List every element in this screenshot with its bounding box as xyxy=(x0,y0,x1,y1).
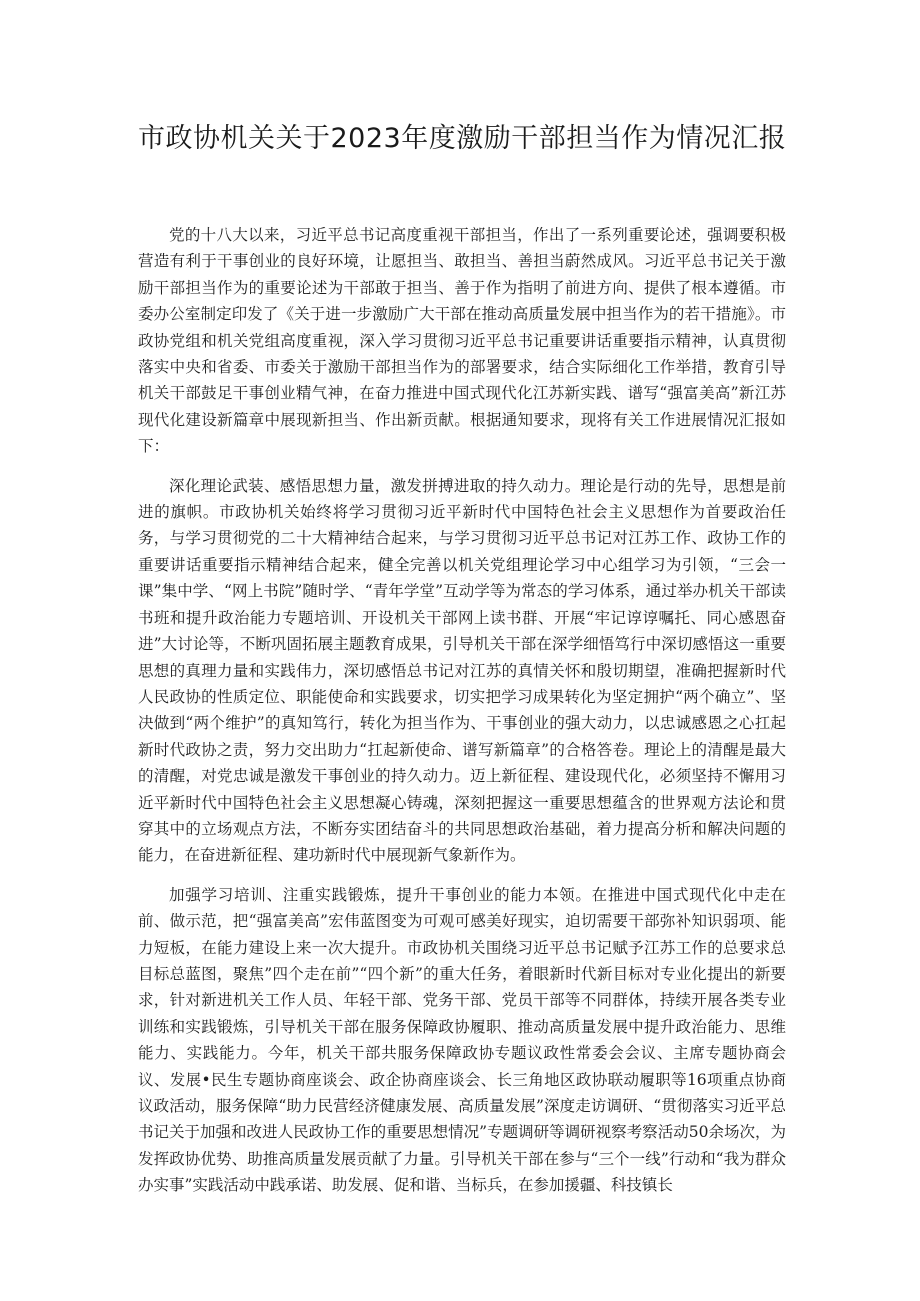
paragraph-theory-study: 深化理论武装、感悟思想力量，激发拼搏进取的持久动力。理论是行动的先导，思想是前进的旗帜。市政协机关始终将学习贯彻习近平新时代中国特色社会主义思想作为首要政治任务，与学习贯彻党的二十大精神结合起来，与学习贯彻习近平总书记对江苏工作、政协工作的重要讲话重要指示精神结合起来，健全完善以机关党组理论学习中心组学习为引领，“三会一课”集中学、“网上书院”随时学、“青年学堂”互动学等为常态的学习体系，通过举办机关干部读书班和提升政治能力专题培训、开设机关干部网上读书群、开展“牢记谆谆嘱托、同心感恩奋进”大讨论等，不断巩固拓展主题教育成果，引导机关干部在深学细悟笃行中深切感悟这一重要思想的真理力量和实践伟力，深切感悟总书记对江苏的真情关怀和殷切期望，准确把握新时代人民政协的性质定位、职能使命和实践要求，切实把学习成果转化为坚定拥护“两个确立”、坚决做到“两个维护”的真知笃行，转化为担当作为、干事创业的强大动力，以忠诚感恩之心扛起新时代政协之责，努力交出助力“扛起新使命、谱写新篇章”的合格答卷。理论上的清醒是最大的清醒，对党忠诚是激发干事创业的持久动力。迈上新征程、建设现代化，必须坚持不懈用习近平新时代中国特色社会主义思想凝心铸魂，深刻把握这一重要思想蕴含的世界观方法论和贯穿其中的立场观点方法，不断夯实团结奋斗的共同思想政治基础，着力提高分析和解决问题的能力，在奋进新征程、建功新时代中展现新气象新作为。 xyxy=(138,476,786,865)
document-body xyxy=(138,222,786,1212)
paragraph-intro: 党的十八大以来，习近平总书记高度重视干部担当，作出了一系列重要论述，强调要积极营造有利于干事创业的良好环境，让愿担当、敢担当、善担当蔚然成风。习近平总书记关于激励干部担当作为的重要论述为干部敢于担当、善于作为指明了前进方向、提供了根本遵循。市委办公室制定印发了《关于进一步激励广大干部在推动高质量发展中担当作为的若干措施》。市政协党组和机关党组高度重视，深入学习贯彻习近平总书记重要讲话重要指示精神，认真贯彻落实中央和省委、市委关于激励干部担当作为的部署要求，结合实际细化工作举措，教育引导机关干部鼓足干事创业精气神，在奋力推进中国式现代化江苏新实践、谱写“强富美高”新江苏现代化建设新篇章中展现新担当、作出新贡献。根据通知要求，现将有关工作进展情况汇报如下： xyxy=(138,226,786,456)
paragraph-training-practice: 加强学习培训、注重实践锻炼，提升干事创业的能力本领。在推进中国式现代化中走在前、做示范，把“强富美高”宏伟蓝图变为可观可感美好现实，迫切需要干部弥补知识弱项、能力短板，在能力建设上来一次大提升。市政协机关围绕习近平总书记赋予江苏工作的总要求总目标总蓝图，聚焦”四个走在前”“四个新”的重大任务，着眼新时代新目标对专业化提出的新要求，针对新进机关工作人员、年轻干部、党务干部、党员干部等不同群体，持续开展各类专业训练和实践锻炼，引导机关干部在服务保障政协履职、推动高质量发展中提升政治能力、思维能力、实践能力。今年，机关干部共服务保障政协专题议政性常委会会议、主席专题协商会议、发展•民生专题协商座谈会、政企协商座谈会、长三角地区政协联动履职等16项重点协商议政活动，服务保障“助力民营经济健康发展、高质量发展”深度走访调研、“贯彻落实习近平总书记关于加强和改进人民政协工作的重要思想情况”专题调研等调研视察考察活动50余场次，为发挥政协优势、助推高质量发展贡献了力量。引导机关干部在参与“三个一线”行动和“我为群众办实事”实践活动中践承诺、助发展、促和谐、当标兵，在参加援疆、科技镇长 xyxy=(138,885,786,1195)
document-title: 市政协机关关于2023年度激励干部担当作为情况汇报 xyxy=(138,123,787,154)
